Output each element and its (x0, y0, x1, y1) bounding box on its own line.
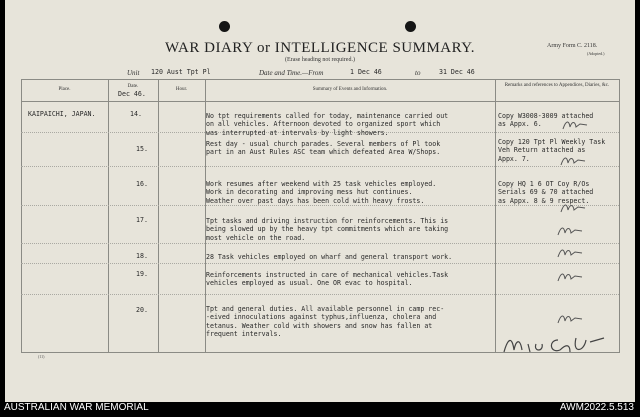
col-header-date: Date. (127, 84, 139, 89)
handwritten-initials (555, 224, 585, 238)
punch-hole (219, 21, 230, 32)
row-rule (21, 294, 619, 295)
column-divider (108, 79, 109, 352)
col-header-remarks: Remarks and references to Appendices, Diaries, &c. (504, 83, 610, 88)
entry-summary: Work resumes after weekend with 25 task vehicles employed. Work in decorating and improving mess hut continues. Weather over past days has been cold with heavy frosts. (206, 180, 437, 205)
col-header-hour: Hour. (175, 87, 188, 92)
entry-remarks: Copy HQ 1 6 OT Coy R/Os Serials 69 & 70 attached as Appx. 8 & 9 respect. (498, 180, 594, 205)
diary-sheet (5, 0, 635, 402)
unit-label: Unit (127, 69, 140, 77)
date-from-value: 1 Dec 46 (350, 68, 382, 76)
handwritten-initials (555, 246, 585, 260)
column-divider (495, 79, 496, 352)
place-value: KAIPAICHI, JAPAN. (28, 110, 96, 118)
handwritten-initials (555, 270, 585, 284)
entry-date: 18. (136, 252, 148, 260)
footer-accession-number: AWM2022.5.513 (559, 402, 634, 413)
page-subtitle: (Erase heading not required.) (285, 57, 355, 63)
date-to-label: to (415, 69, 421, 77)
entry-date: 14. (130, 110, 142, 118)
entry-date: 16. (136, 180, 148, 188)
entry-summary: 28 Task vehicles employed on wharf and general transport work. (206, 253, 453, 261)
entry-date: 19. (136, 270, 148, 278)
entry-date: 20. (136, 306, 148, 314)
footer-archive-name: AUSTRALIAN WAR MEMORIAL (4, 402, 149, 413)
row-rule (21, 166, 619, 167)
handwritten-initials (560, 118, 590, 132)
army-form-number: Army Form C. 2118. (547, 43, 598, 49)
entry-summary: Reinforcements instructed in care of mechanical vehicles.Task vehicles employed as usual. One OR evac to hospital. (206, 271, 449, 288)
date-to-value: 31 Dec 46 (439, 68, 475, 76)
column-divider (158, 79, 159, 352)
row-rule (21, 263, 619, 264)
punch-hole (405, 21, 416, 32)
entry-date: 15. (136, 145, 148, 153)
col-header-place: Place. (58, 87, 71, 92)
entry-summary: Tpt tasks and driving instruction for reinforcements. This is being slowed up by the heavy tpt commitments which are taking most vehicle on the road. (206, 217, 449, 242)
entry-summary: Tpt and general duties. All available personnel in camp rec- -eived innoculations against typhus,influenza, cholera and tetanus. Weather cold with showers and snow has fallen at frequent intervals. (206, 305, 445, 338)
entry-remarks: Copy W3008-3009 attached as Appx. 6. (498, 112, 594, 129)
handwritten-initials (555, 312, 585, 326)
header-divider (21, 101, 619, 102)
adopted-note: (Adopted.) (587, 51, 605, 56)
entry-summary: Rest day - usual church parades. Several members of Pl took part in an Aust Rules ASC team which defeated Area W/Shops. (206, 140, 441, 157)
entry-date: 17. (136, 216, 148, 224)
row-rule (21, 205, 619, 206)
month-label: Dec 46. (118, 90, 146, 98)
col-header-summary: Summary of Events and Information. (312, 87, 388, 92)
page-title: WAR DIARY or INTELLIGENCE SUMMARY. (165, 40, 475, 56)
entry-remarks: Copy 120 Tpt Pl Weekly Task Veh Return attached as Appx. 7. (498, 138, 606, 163)
entry-summary: No tpt requirements called for today, maintenance carried out on all vehicles. Afternoon devoted to organized sport which was interrupted at intervals by light showers. (206, 112, 449, 137)
unit-value: 120 Aust Tpt Pl (151, 68, 211, 76)
handwritten-initials (558, 201, 588, 215)
handwritten-signature (500, 332, 610, 358)
row-rule (21, 243, 619, 244)
date-range-label: Date and Time.—From (259, 69, 324, 77)
handwritten-initials (558, 154, 588, 168)
page-code: (11) (38, 354, 45, 359)
